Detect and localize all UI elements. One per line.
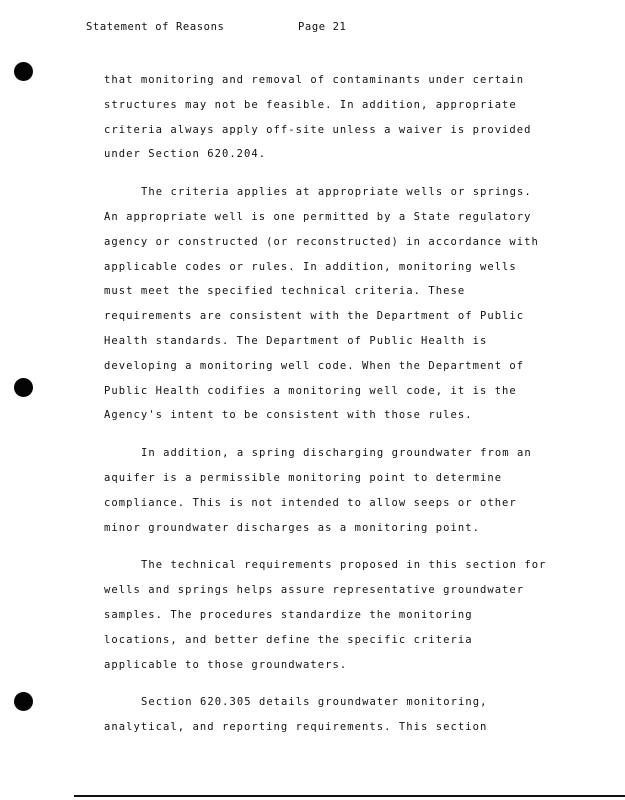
text-line: Public Health codifies a monitoring well code, it is the — [104, 384, 517, 397]
text-line: wells and springs helps assure representative groundwater — [104, 584, 525, 597]
paragraph-5 — [104, 690, 574, 740]
paragraph-2 — [104, 180, 574, 428]
text-line: The technical requirements proposed in this section for — [141, 559, 547, 572]
text-line: locations, and better define the specific criteria — [104, 633, 473, 646]
text-line: aquifer is a permissible monitoring point to determine — [104, 471, 503, 484]
text-line: that monitoring and removal of contaminants under certain — [104, 74, 525, 86]
text-line: must meet the specified technical criteria. These — [104, 285, 466, 298]
text-line: The criteria applies at appropriate wells or springs. — [141, 186, 532, 199]
punch-hole-middle — [14, 378, 33, 397]
text-line: criteria always apply off-site unless a waiver is provided — [104, 123, 532, 136]
text-line: under Section 620.204. — [104, 148, 267, 161]
bottom-rule — [74, 795, 625, 797]
page-number: Page 21 — [298, 21, 347, 33]
text-line: applicable to those groundwaters. — [104, 658, 348, 671]
text-line: In addition, a spring discharging groundwater from an — [141, 447, 532, 460]
text-line: structures may not be feasible. In addition, appropriate — [104, 98, 517, 111]
text-line: Section 620.305 details groundwater monitoring, — [141, 696, 488, 709]
paragraph-4 — [104, 553, 574, 677]
paragraph-1 — [104, 68, 574, 167]
page-header — [86, 21, 347, 69]
text-line: requirements are consistent with the Department of Public — [104, 310, 525, 323]
text-line: samples. The procedures standardize the monitoring — [104, 608, 473, 621]
text-line: compliance. This is not intended to allow seeps or other — [104, 496, 517, 509]
text-line: analytical, and reporting requirements. This section — [104, 721, 488, 734]
document-title: Statement of Reasons — [86, 21, 225, 33]
punch-hole-top — [14, 62, 33, 81]
text-line: An appropriate well is one permitted by a State regulatory — [104, 210, 532, 223]
paragraph-3 — [104, 441, 574, 540]
body-text — [104, 68, 574, 753]
text-line: minor groundwater discharges as a monitoring point. — [104, 521, 480, 534]
text-line: agency or constructed (or reconstructed) in accordance with — [104, 235, 539, 248]
punch-hole-bottom — [14, 692, 33, 711]
text-line: developing a monitoring well code. When the Department of — [104, 359, 525, 372]
text-line: Agency's intent to be consistent with those rules. — [104, 409, 473, 422]
text-line: Health standards. The Department of Public Health is — [104, 334, 488, 347]
text-line: applicable codes or rules. In addition, monitoring wells — [104, 260, 517, 273]
